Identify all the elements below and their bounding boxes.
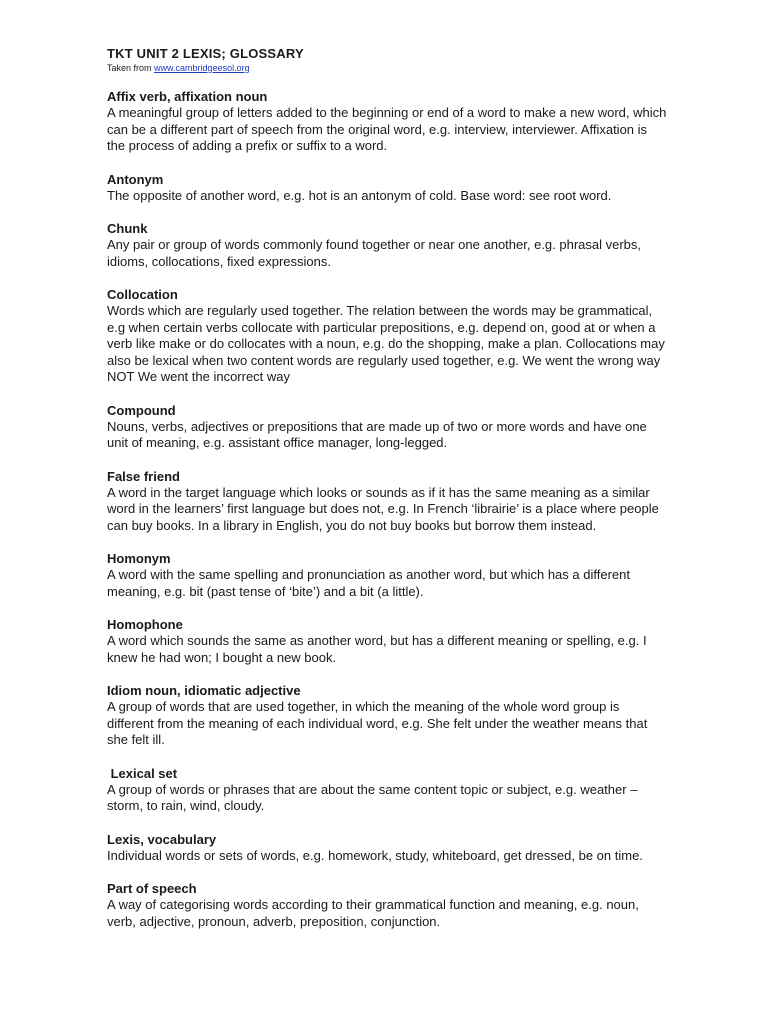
source-prefix: Taken from	[107, 63, 152, 73]
entry-term: Homophone	[107, 617, 183, 632]
entry-term: Idiom noun, idiomatic adjective	[107, 683, 301, 698]
entry-definition: A word in the target language which looks or sounds as if it has the same meaning as a similar word in the learners’ first language but does not, e.g. In French ‘librairie’ is a place where people can buy books. In a library in English, you do not buy books but borrow them instead.	[107, 484, 659, 533]
source-line	[107, 63, 708, 74]
glossary-entries	[107, 89, 708, 930]
entry-definition: A word which sounds the same as another word, but has a different meaning or spelling, e.g. I knew he had won; I bought a new book.	[107, 633, 647, 665]
entry-term: Collocation	[107, 287, 178, 302]
glossary-entry-false-friend	[107, 469, 708, 535]
entry-term: Part of speech	[107, 881, 197, 896]
glossary-entry-affix	[107, 89, 708, 155]
glossary-entry-lexis	[107, 832, 708, 865]
glossary-entry-compound	[107, 403, 708, 452]
entry-term: Compound	[107, 402, 176, 418]
entry-term: Antonym	[107, 171, 164, 187]
entry-definition: Nouns, verbs, adjectives or prepositions that are made up of two or more words and have one unit of meaning, e.g. assistant office manager, long-legged.	[107, 418, 647, 450]
glossary-entry-idiom	[107, 683, 708, 749]
entry-definition: The opposite of another word, e.g. hot is an antonym of cold. Base word: see root word.	[107, 187, 612, 203]
entry-definition: A way of categorising words according to their grammatical function and meaning, e.g. noun, verb, adjective, pronoun, adverb, preposition, conjunction.	[107, 897, 639, 929]
glossary-entry-homonym	[107, 551, 708, 600]
entry-definition: A group of words or phrases that are about the same content topic or subject, e.g. weather – storm, to rain, wind, cloudy.	[107, 781, 638, 813]
entry-definition: A meaningful group of letters added to the beginning or end of a word to make a new word, which can be a different part of speech from the original word, e.g. interview, interviewer. Affixation is the process of adding a prefix or suffix to a word.	[107, 105, 667, 153]
entry-term: Lexis, vocabulary	[107, 831, 217, 847]
entry-definition: A word with the same spelling and pronunciation as another word, but which has a different meaning, e.g. bit (past tense of ‘bite’) and a bit (a little).	[107, 567, 630, 599]
source-link[interactable]: www.cambridgeesol.org	[154, 63, 250, 73]
glossary-entry-antonym	[107, 172, 708, 205]
entry-term: Lexical set	[107, 765, 178, 781]
entry-term: False friend	[107, 468, 180, 484]
entry-definition: A group of words that are used together, in which the meaning of the whole word group is different from the meaning of each individual word, e.g. She felt under the weather means that she felt ill.	[107, 699, 648, 747]
entry-term: Chunk	[107, 221, 148, 236]
entry-definition: Individual words or sets of words, e.g. homework, study, whiteboard, get dressed, be on time.	[107, 847, 643, 863]
entry-term: Homonym	[107, 551, 171, 566]
document-title: TKT UNIT 2 LEXIS; GLOSSARY	[107, 46, 304, 61]
entry-term: Affix verb, affixation noun	[107, 89, 268, 104]
glossary-entry-lexical-set	[107, 766, 708, 815]
glossary-entry-homophone	[107, 617, 708, 666]
glossary-entry-part-of-speech	[107, 881, 708, 930]
glossary-entry-collocation	[107, 287, 708, 386]
glossary-entry-chunk	[107, 221, 708, 270]
entry-definition: Words which are regularly used together. The relation between the words may be grammatical, e.g when certain verbs collocate with particular prepositions, e.g. depend on, good at or when a verb like make or do collocates with a noun, e.g. do the shopping, make a plan. Collocations may also be lexical when two content words are regularly used together, e.g. We went the wrong way NOT We went the incorrect way	[107, 303, 665, 384]
entry-definition: Any pair or group of words commonly found together or near one another, e.g. phrasal verbs, idioms, collocations, fixed expressions.	[107, 237, 642, 269]
